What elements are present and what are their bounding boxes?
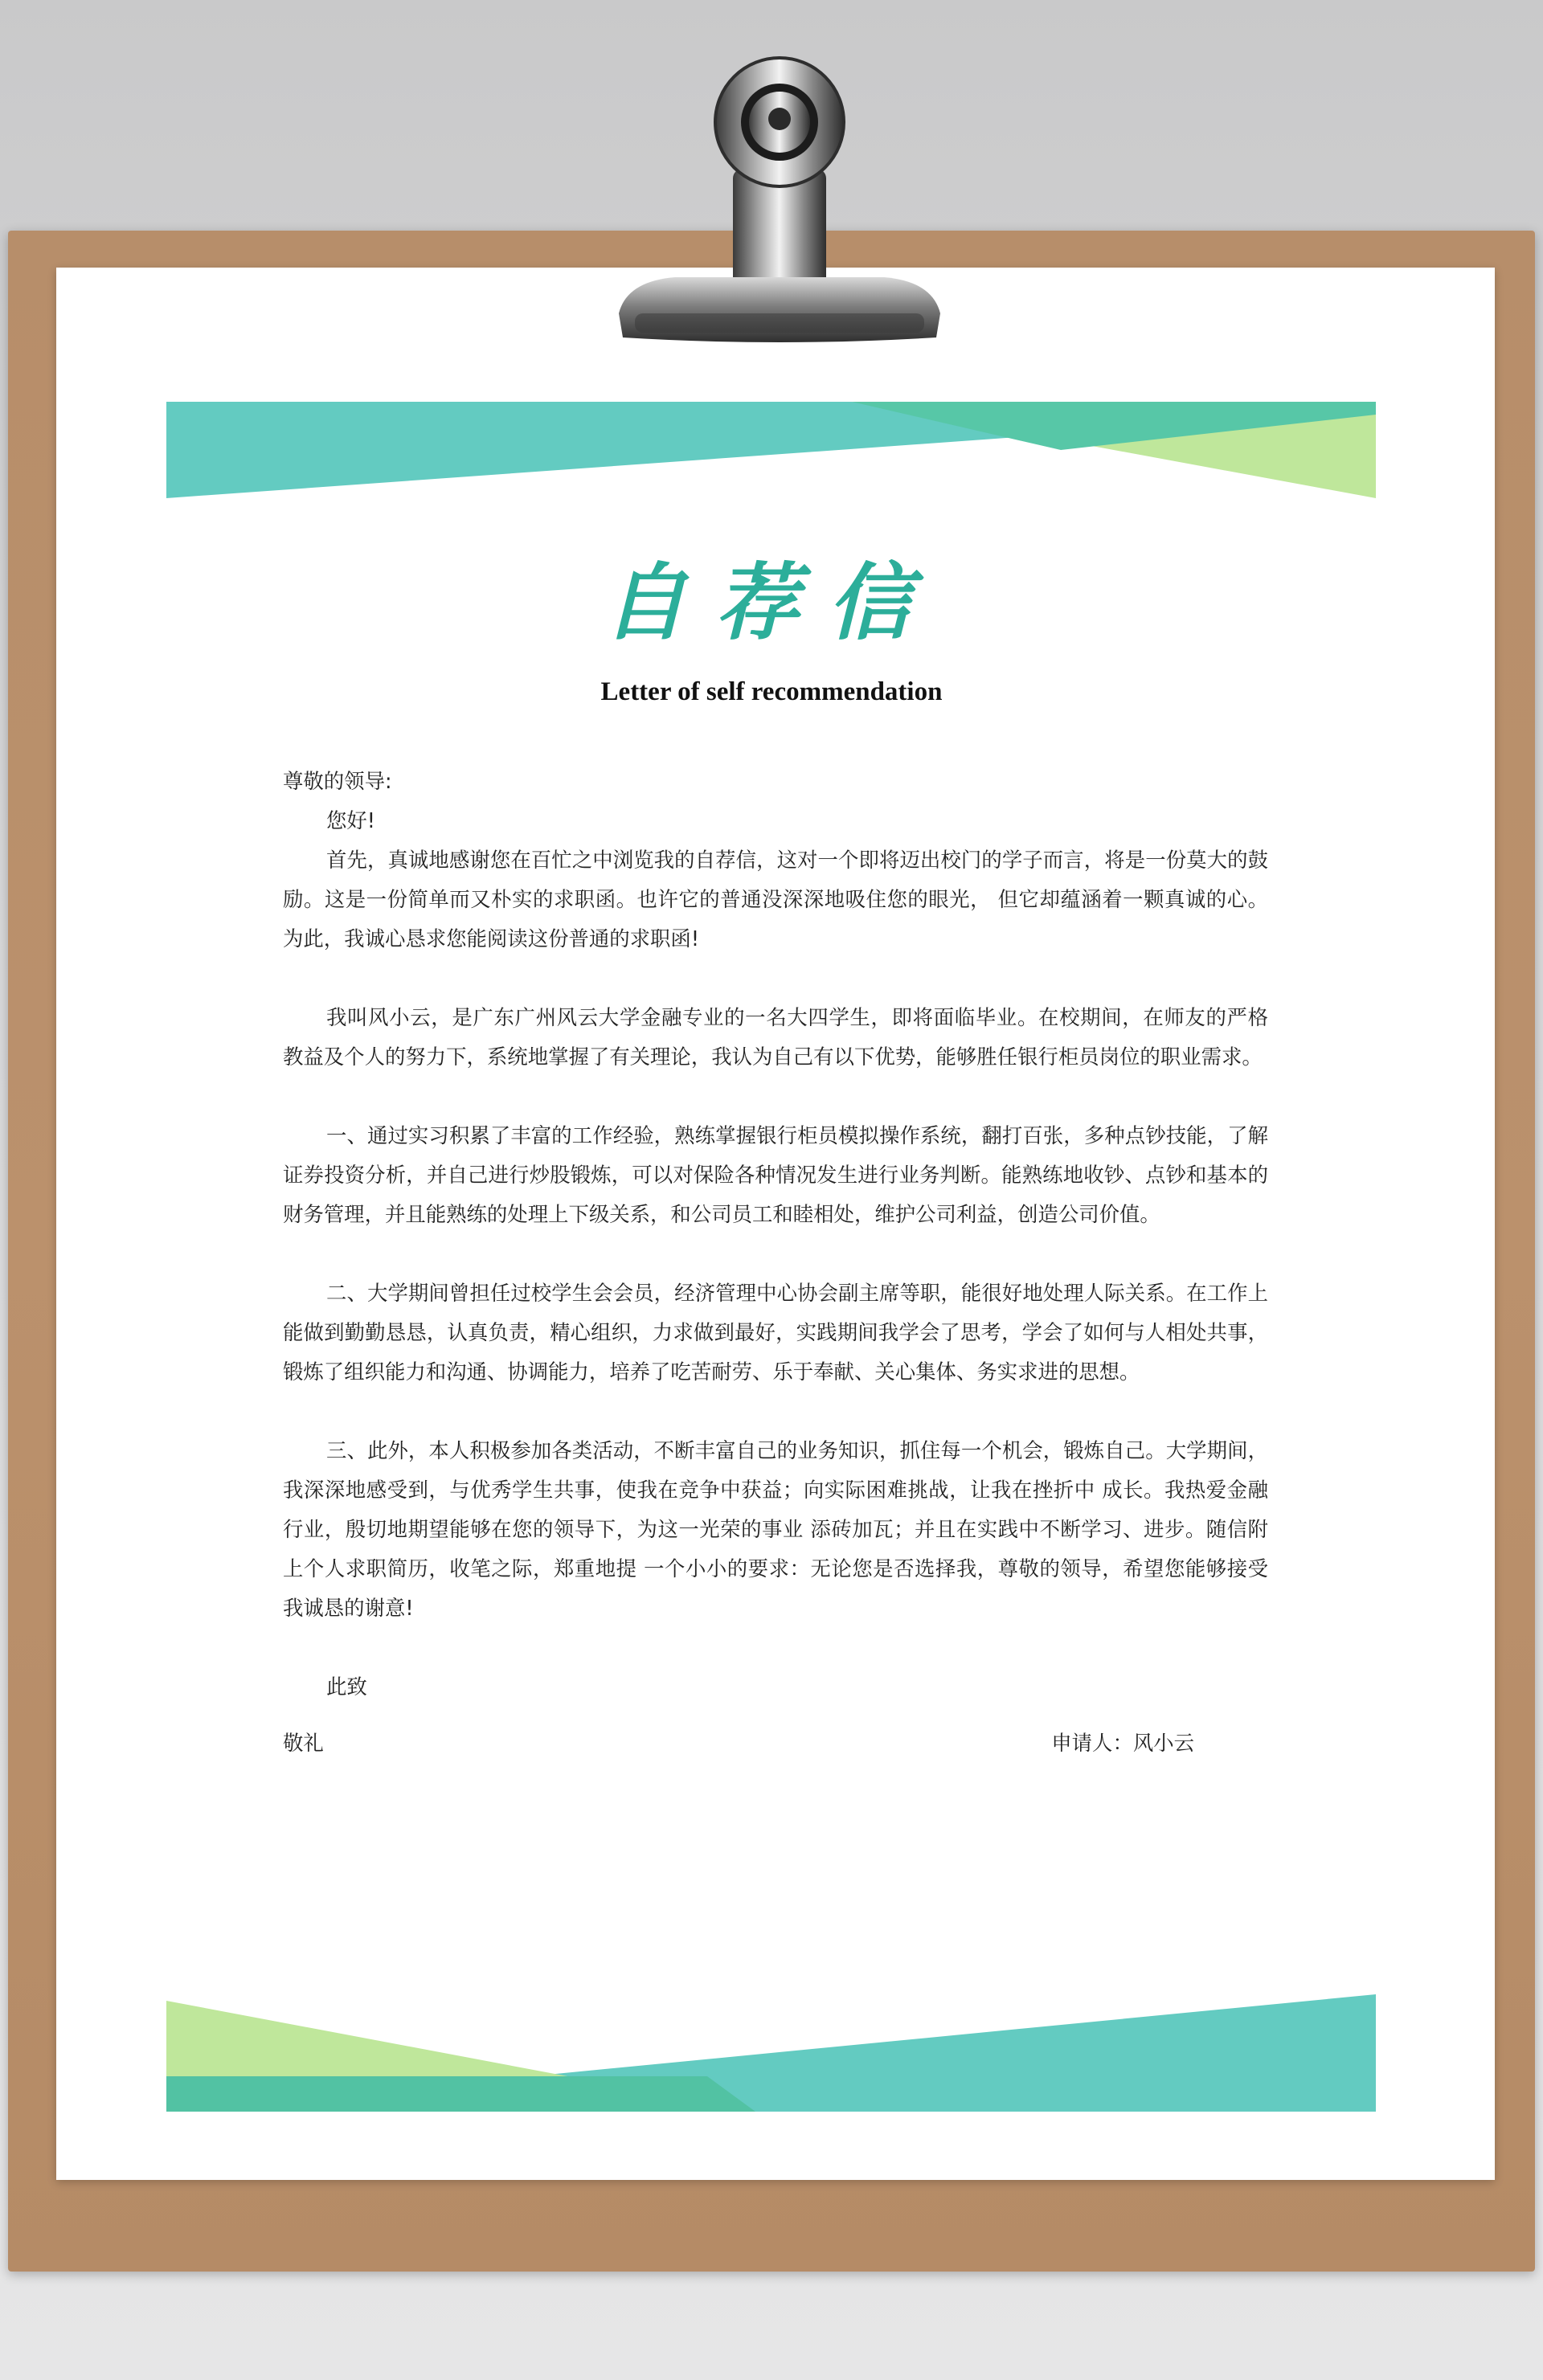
- paragraph-point-one: 一、通过实习积累了丰富的工作经验，熟练掌握银行柜员模拟操作系统，翻打百张，多种点钞技能，了解证券投资分析，并自己进行炒股锻炼，可以对保险各种情况发生进行业务判断。能熟练地收钞、点钞和基本的财务管理，并且能熟练的处理上下级关系，和公司员工和睦相处，维护公司利益，创造公司价值。: [283, 1123, 1268, 1226]
- regards: 敬礼: [283, 1731, 324, 1755]
- paragraph-intro: 首先，真诚地感谢您在百忙之中浏览我的自荐信，这对一个即将迈出校门的学子而言，将是一份莫大的鼓励。这是一份简单而又朴实的求职函。也许它的普通没深深地吸住您的眼光， 但它却蕴涵着一颗真诚的心。为此，我诚心恳求您能阅读这份普通的求职函!: [283, 848, 1268, 951]
- letter-body: [283, 762, 1268, 1763]
- binder-clip-icon: [611, 48, 948, 354]
- closing: 此致: [326, 1675, 367, 1699]
- paragraph-point-three: 三、此外，本人积极参加各类活动，不断丰富自己的业务知识，抓住每一个机会，锻炼自己。大学期间，我深深地感受到，与优秀学生共事，使我在竞争中获益；向实际困难挑战，让我在挫折中 成长。我热爱金融行业，殷切地期望能够在您的领导下，为这一光荣的事业 添砖加瓦；并且在实践中不断学习、进步。随信附上个人求职简历，收笔之际，郑重地提 一个小小的要求：无论您是否选择我，尊敬的领导，希望您能够接受我诚恳的谢意!: [283, 1438, 1268, 1620]
- sign-row: [283, 1724, 1268, 1763]
- paragraph-point-two: 二、大学期间曾担任过校学生会会员，经济管理中心协会副主席等职，能很好地处理人际关系。在工作上能做到勤勤恳恳，认真负责，精心组织，力求做到最好，实践期间我学会了思考，学会了如何与人相处共事，锻炼了组织能力和沟通、协调能力，培养了吃苦耐劳、乐于奉献、关心集体、务实求进的思想。: [283, 1281, 1268, 1384]
- signature: 申请人：风小云: [1051, 1731, 1194, 1755]
- greeting: 您好!: [326, 808, 375, 832]
- salutation: 尊敬的领导:: [283, 769, 392, 793]
- page-subtitle: Letter of self recommendation: [600, 677, 943, 706]
- paragraph-self-intro: 我叫风小云，是广东广州风云大学金融专业的一名大四学生，即将面临毕业。在校期间，在师友的严格 教益及个人的努力下，系统地掌握了有关理论，我认为自己有以下优势，能够胜任银行柜员岗位的职业需求。: [283, 1005, 1268, 1069]
- page-title: 自荐信: [602, 553, 940, 652]
